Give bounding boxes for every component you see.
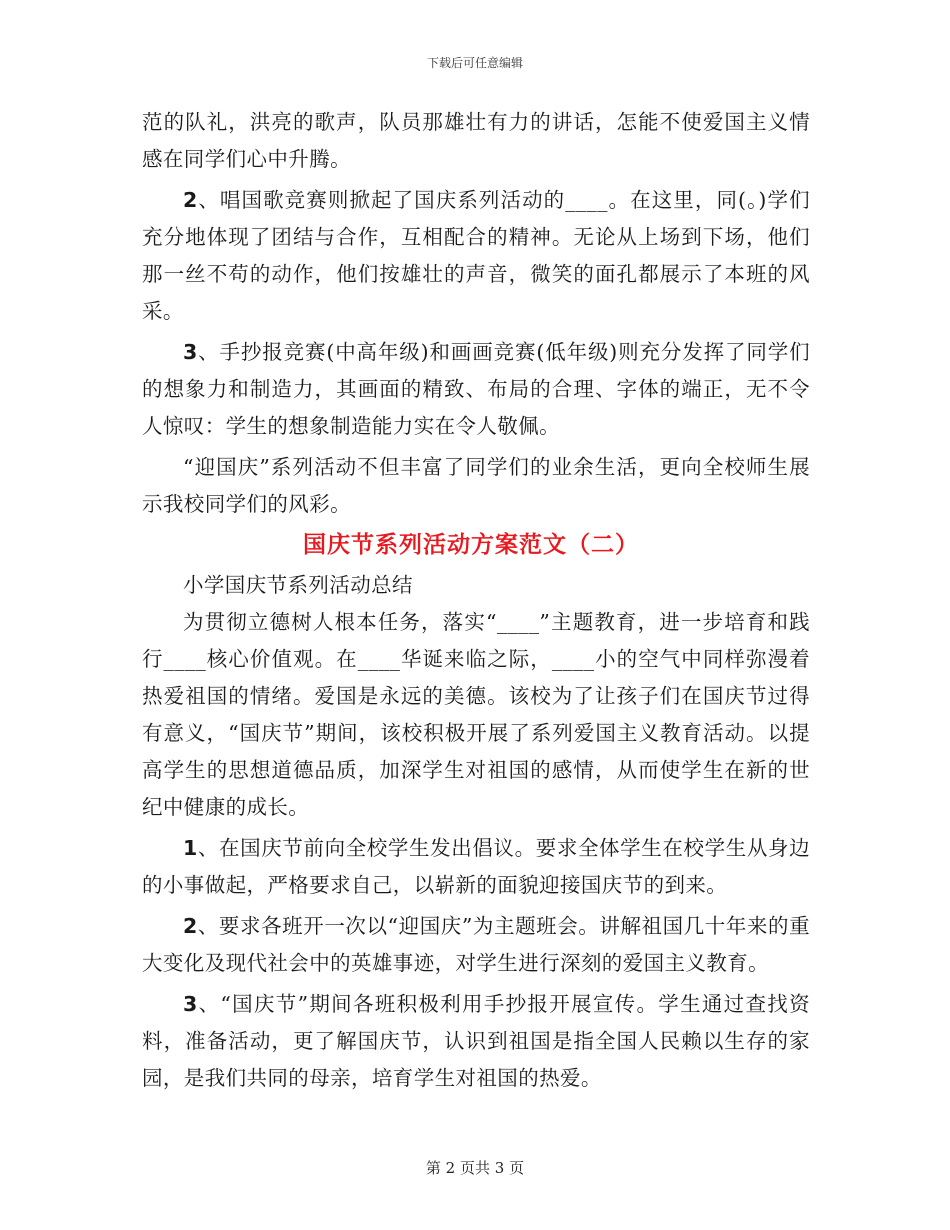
page-footer: 第 2 页共 3 页 — [425, 1159, 525, 1177]
paragraph-text: 、手抄报竞赛(中高年级)和画画竞赛(低年级)则充分发挥了同学们的想象力和制造力，其画面的精致、布局的合理、字体的端正，无不令人惊叹：学生的想象制造能力实在令人敬佩。 — [142, 340, 810, 438]
section-title: 国庆节系列活动方案范文（二） — [303, 531, 639, 558]
paragraph-item-3b — [142, 986, 810, 1097]
paragraph-text: 、唱国歌竞赛则掀起了国庆系列活动的____。在这里，同(。)学们充分地体现了团结与合作，互相配合的精神。无论从上场到下场，他们那一丝不苟的动作，他们按雄壮的声音，微笑的面孔都展示了本班的风采。 — [142, 188, 810, 323]
paragraph-item-2b — [142, 908, 810, 982]
list-number: 2 — [183, 188, 198, 212]
paragraph-text: 为贯彻立德树人根本任务，落实“____”主题教育，进一步培育和践行____核心价值观。在____华诞来临之际，____小的空气中同样弥漫着热爱祖国的情绪。爱国是永远的美德。该校为了让孩子们在国庆节过得有意义，“国庆节”期间，该校积极开展了系列爱国主义教育活动。以提高学生的思想道德品质，加深学生对祖国的感情，从而使学生在新的世纪中健康的成长。 — [142, 610, 810, 819]
page-header: 下载后可任意编辑 — [426, 56, 523, 70]
paragraph-text: 范的队礼，洪亮的歌声，队员那雄壮有力的讲话，怎能不使爱国主义情感在同学们心中升腾。 — [142, 110, 810, 171]
paragraph-item-3 — [142, 334, 810, 445]
paragraph-text: “迎国庆”系列活动不但丰富了同学们的业余生活，更向全校师生展示我校同学们的风彩。 — [142, 455, 810, 516]
paragraph-item-1 — [142, 830, 810, 904]
paragraph-text: 、要求各班开一次以“迎国庆”为主题班会。讲解祖国几十年来的重大变化及现代社会中的英雄事迹，对学生进行深刻的爱国主义教育。 — [142, 914, 810, 975]
section-subtitle: 小学国庆节系列活动总结 — [183, 573, 413, 597]
paragraph-summary — [142, 449, 810, 523]
list-number: 2 — [183, 914, 198, 938]
paragraph-item-2 — [142, 182, 810, 330]
paragraph-text: 、“国庆节”期间各班积极利用手抄报开展宣传。学生通过查找资料，准备活动，更了解国庆节，认识到祖国是指全国人民赖以生存的家园，是我们共同的母亲，培育学生对祖国的热爱。 — [142, 992, 810, 1090]
paragraph-continuation — [142, 104, 810, 178]
list-number: 3 — [183, 992, 198, 1016]
paragraph-text: 、在国庆节前向全校学生发出倡议。要求全体学生在校学生从身边的小事做起，严格要求自己，以崭新的面貌迎接国庆节的到来。 — [142, 836, 810, 897]
paragraph-intro — [142, 604, 810, 826]
document-body — [142, 104, 810, 1097]
list-number: 3 — [183, 340, 198, 364]
list-number: 1 — [183, 836, 198, 860]
